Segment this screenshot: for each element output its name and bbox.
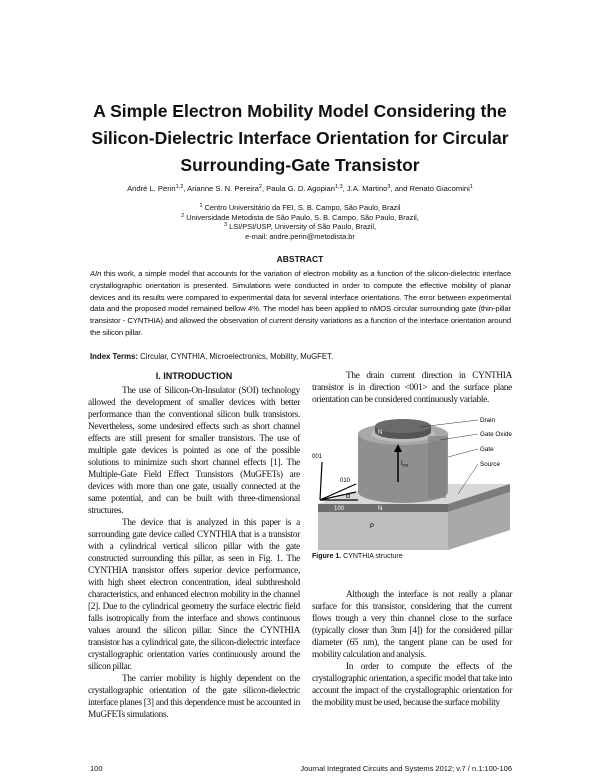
author-list <box>60 184 540 193</box>
paragraph: Although the interface is not really a planar surface for this transistor, considering that the current flows trough a very thin channel close to the surface (typically closer than 3nm [4]) for the considered pillar diameter (65 nm), the tangent plane can be used for mobility calculation and analysis. <box>312 590 512 660</box>
caption-label: Figure 1. <box>312 553 342 560</box>
right-column-top <box>312 370 512 406</box>
title-line: Silicon-Dielectric Interface Orientation for Circular <box>91 128 509 148</box>
title-line: Surrounding-Gate Transistor <box>180 155 420 175</box>
paragraph: The drain current direction in CYNTHIA transistor is in direction <001> and the surface plane orientation can be considered continuously variable. <box>312 371 512 405</box>
index-terms <box>90 352 511 361</box>
author: Paula G. D. Agopian$^{1,3}$, <box>266 184 347 193</box>
paragraph: The use of Silicon-On-Insulator (SOI) technology allowed the development of smaller devices with better performance than the conventional silicon bulk transistors. Nevertheless, some undesired effects such as short channel effects are still present for smaller transistors. The use of multiple gate devices is pointed as one of the possible solutions to minimize such short channel effects [1]. The Multiple-Gate Field Effect Transistors (MuGFETs) are devices with more than one gate, usually connected at the same potential, and can be built with three-dimensional structures. <box>88 386 300 516</box>
figure-cynthia-structure <box>308 412 518 552</box>
paper-title <box>60 98 540 179</box>
label-n-top: N <box>378 430 383 436</box>
author-name: Arianne S. N. Pereira <box>187 184 259 193</box>
p-region <box>318 512 448 550</box>
author-name: André L. Perin <box>127 184 176 193</box>
affiliation: $^2$ Universidade Metodista de São Paulo, S. B. Campo, São Paulo, Brazil, <box>181 212 419 222</box>
label-ids: $I_{DS}$ <box>401 461 409 468</box>
author-sup: 1,3 <box>334 184 343 190</box>
abstract-heading: ABSTRACT <box>276 254 324 264</box>
drain-top <box>375 419 431 433</box>
index-terms-list: Circular, CYNTHIA, Microelectronics, Mobility, MuGFET. <box>137 352 334 361</box>
author-sup: 3 <box>387 184 391 190</box>
affiliation: $^3$ LSI/PSI/USP, University of São Paulo, Brazil, <box>223 222 377 232</box>
label-gate-oxide: Gate Oxide <box>480 431 512 438</box>
author-sup: 1,2 <box>175 184 184 190</box>
figure-caption <box>312 553 403 560</box>
page-number: 100 <box>90 764 103 773</box>
abstract-text <box>90 268 511 339</box>
index-terms-label: Index Terms: <box>90 352 138 361</box>
right-column-bottom <box>312 589 512 709</box>
author-sup: 2 <box>258 184 262 190</box>
author-sup: 1 <box>469 184 473 190</box>
axis-label-100: 100 <box>334 506 345 512</box>
paragraph: In order to compute the effects of the crystallographic orientation, a specific model that take into account the impact of the crystallographic orientation for the mobility must be used, because the surface mobility <box>312 662 512 708</box>
author: J.A. Martino$^3$, <box>346 184 395 193</box>
affiliation: $^1$ Centro Universitário da FEI, S. B. Campo, São Paulo, Brazil <box>199 203 401 212</box>
title-line: A Simple Electron Mobility Model Considering the <box>93 101 507 121</box>
journal-citation: Journal Integrated Circuits and Systems 2012; v.7 / n.1:100-106 <box>300 764 512 773</box>
abstract-body: this work, a simple model that accounts for the variation of electron mobility as a function of the silicon-dielectric interface crystallographic orientation is presented. Simulations were conducted in order to compute the effective mobility of planar devices and its results were compared to experimental data for several interface orientations. The error between experimental data and the proposed model remained bellow 4%. The model has been applied to nMOS circular surrounding gate (thin-pillar transistor - CYNTHIA) and allowed the observation of current density variations as a function of the interface orientation around the silicon pillar. <box>90 269 511 337</box>
author-name: and Renato Giacomini <box>394 184 470 193</box>
section-heading: I. INTRODUCTION <box>155 371 233 381</box>
caption-text: CYNTHIA structure <box>341 553 403 560</box>
author <box>395 184 473 193</box>
author: André L. Perin$^{1,2}$, <box>127 184 188 193</box>
label-p: P <box>370 524 375 530</box>
email: e-mail: andre.perin@metodista.br <box>245 231 355 241</box>
abstract-lead: AIn <box>90 269 102 278</box>
label-drain: Drain <box>480 417 496 424</box>
label-n-bottom: N <box>378 506 383 512</box>
paragraph: The device that is analyzed in this paper is a surrounding gate device called CYNTHIA that is a transistor with a cylindrical vertical silicon pillar with the gate constructed surrounding this pillar, as seen in Fig. 1. The CYNTHIA transistor offers superior device performance, with high sheet electron concentration, ideal subthreshold characteristics, and enhanced electron mobility in the channel [2]. Due to the cylindrical geometry the surface electric field falls isotropically from the interface and shows continuous values around the silicon pillar. Since the CYNTHIA transistor has a cylindrical gate, the silicon-dielectric interface crystallographic orientation varies continuously around the silicon pillar. <box>88 518 300 672</box>
affiliations <box>60 203 540 241</box>
left-column <box>88 385 300 721</box>
label-source: Source <box>480 461 500 468</box>
label-gate: Gate <box>480 446 494 453</box>
axis-label-010: 010 <box>340 478 351 484</box>
author-name: J.A. Martino <box>346 184 388 193</box>
author: Arianne S. N. Pereira$^2$, <box>187 184 267 193</box>
alpha-label: α <box>346 493 351 500</box>
axis-label-001: 001 <box>312 454 323 460</box>
gate-cut <box>428 436 446 498</box>
author-name: Paula G. D. Agopian <box>266 184 335 193</box>
paragraph: The carrier mobility is highly dependent on the crystallographic orientation of the gate silicon-dielectric interface planes [3] and this dependence must be accounted in MuGFETs simulations. <box>88 674 300 720</box>
